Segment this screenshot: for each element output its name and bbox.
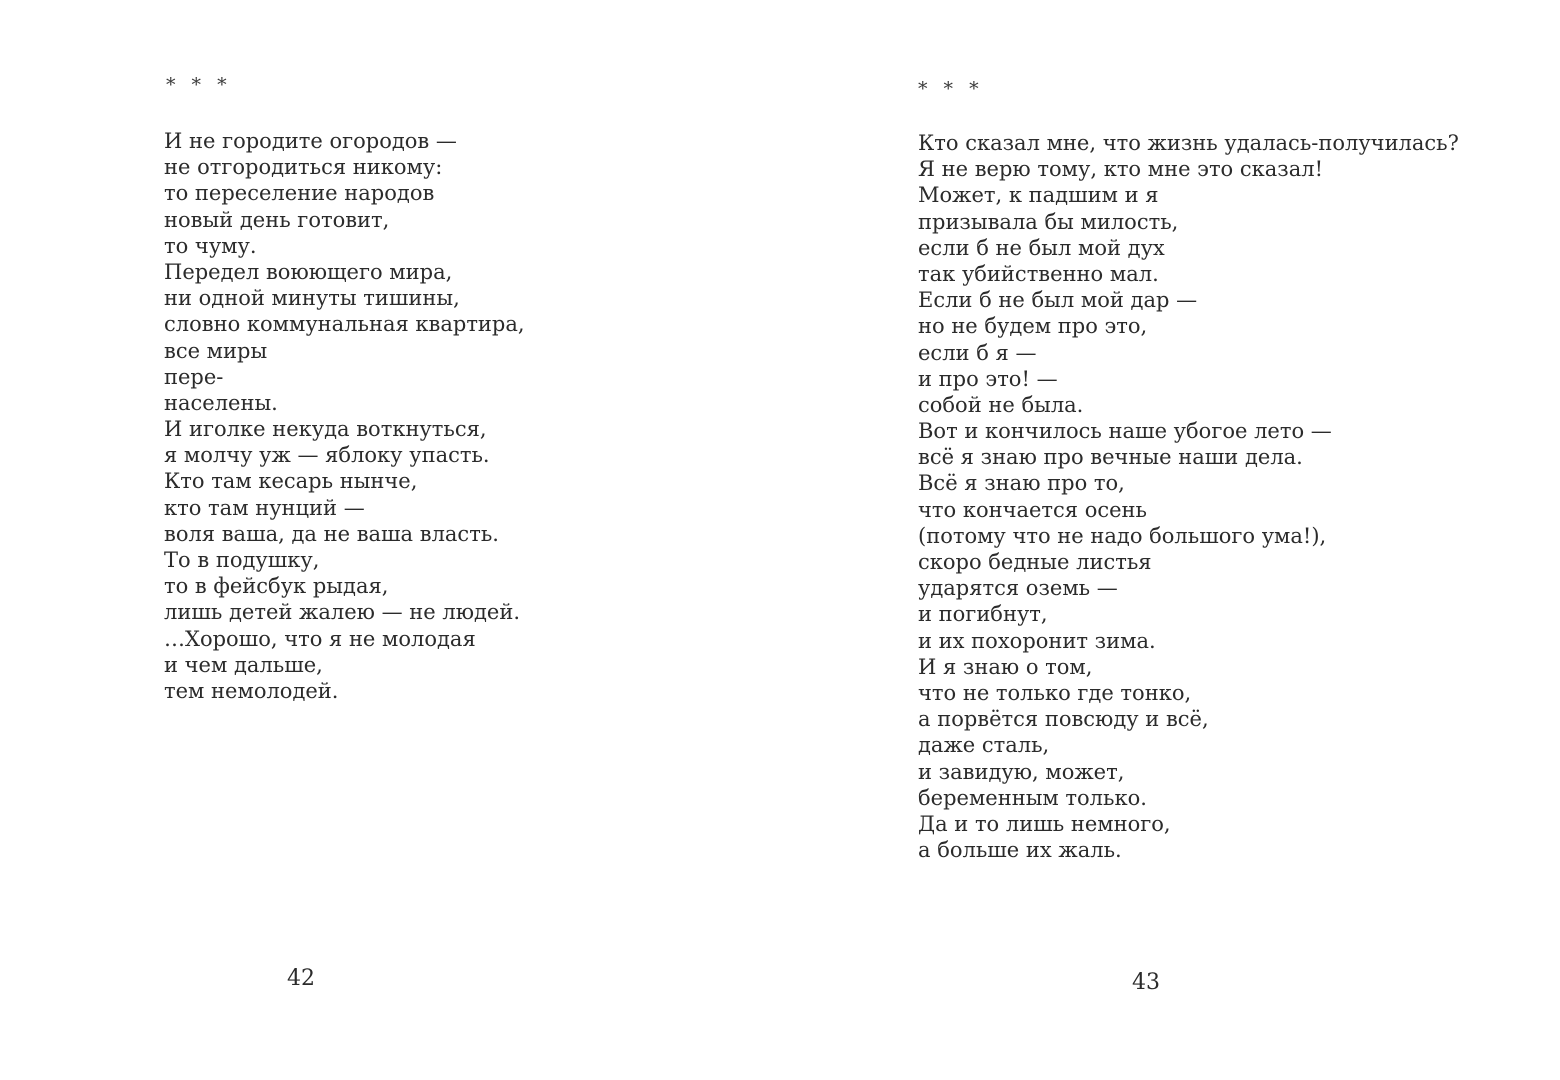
- poem-line: новый день готовит,: [164, 207, 390, 232]
- poem-line: даже сталь,: [918, 733, 1050, 758]
- page-number: 43: [1132, 970, 1160, 995]
- poem-line: но не будем про это,: [918, 314, 1148, 339]
- poem-line: не отгородиться никому:: [164, 155, 443, 180]
- poem-line: Всё я знаю про то,: [918, 471, 1125, 496]
- poem-line: ударятся оземь —: [918, 576, 1118, 601]
- poem-line: а больше их жаль.: [918, 838, 1122, 863]
- poem-line: То в подушку,: [164, 548, 320, 572]
- poem-line: призывала бы милость,: [918, 209, 1179, 234]
- poem-line: Кто сказал мне, что жизнь удалась-получилась?: [918, 131, 1459, 155]
- poem-line: ни одной минуты тишины,: [164, 286, 460, 311]
- poem-line: Если б не был мой дар —: [918, 288, 1198, 313]
- poem-line: если б я —: [918, 340, 1037, 365]
- poem-line: скоро бедные листья: [918, 550, 1152, 574]
- poem-line: кто там нунций —: [164, 495, 365, 520]
- poem-line: Кто там кесарь нынче,: [164, 469, 418, 494]
- poem-line: Да и то лишь немного,: [918, 811, 1171, 836]
- poem-line: все миры: [164, 338, 268, 363]
- poem-line: Вот и кончилось наше убогое лето —: [918, 419, 1332, 444]
- poem-line: и завидую, может,: [918, 759, 1125, 784]
- poem-line: пере-: [164, 364, 224, 389]
- poem-line: всё я знаю про вечные наши дела.: [918, 445, 1303, 470]
- poem-line: то чуму.: [164, 233, 257, 258]
- poem-line: лишь детей жалею — не людей.: [164, 600, 521, 625]
- poem-line: Я не верю тому, кто мне это сказал!: [918, 157, 1324, 182]
- poem-line: я молчу уж — яблоку упасть.: [164, 443, 490, 468]
- poem-line: и про это! —: [918, 366, 1058, 391]
- poem-line: собой не была.: [918, 392, 1084, 417]
- poem-line: населены.: [164, 390, 278, 415]
- poem-line: что не только где тонко,: [918, 680, 1192, 705]
- poem-line: И иголке некуда воткнуться,: [164, 417, 487, 442]
- poem-line: так убийственно мал.: [918, 261, 1159, 286]
- poem-line: И не городите огородов —: [164, 129, 457, 153]
- poem-line: и их похоронит зима.: [918, 628, 1156, 653]
- section-divider: * * *: [166, 74, 232, 96]
- poem-text: [918, 130, 1459, 863]
- poem-line: (потому что не надо большого ума!),: [918, 523, 1327, 548]
- page-number: 42: [287, 966, 315, 991]
- poem-line: и погибнут,: [918, 602, 1048, 627]
- poem-line: то в фейсбук рыдая,: [164, 574, 389, 599]
- right-page: [780, 0, 1560, 1080]
- poem-line: Может, к падшим и я: [918, 183, 1159, 208]
- poem-line: если б не был мой дух: [918, 235, 1165, 260]
- poem-line: тем немолодей.: [164, 678, 339, 703]
- poem-line: воля ваша, да не ваша власть.: [164, 521, 499, 546]
- poem-line: то переселение народов: [164, 181, 435, 206]
- poem-line: и чем дальше,: [164, 652, 323, 677]
- poem-line: И я знаю о том,: [918, 654, 1093, 679]
- poem-line: а порвётся повсюду и всё,: [918, 707, 1209, 732]
- poem-line: словно коммунальная квартира,: [164, 312, 525, 337]
- poem-line: …Хорошо, что я не молодая: [164, 626, 476, 651]
- section-divider: * * *: [918, 78, 984, 100]
- poem-line: что кончается осень: [918, 497, 1147, 522]
- poem-line: беременным только.: [918, 785, 1147, 810]
- poem-line: Передел воюющего мира,: [164, 259, 453, 284]
- poem-text: [164, 128, 525, 704]
